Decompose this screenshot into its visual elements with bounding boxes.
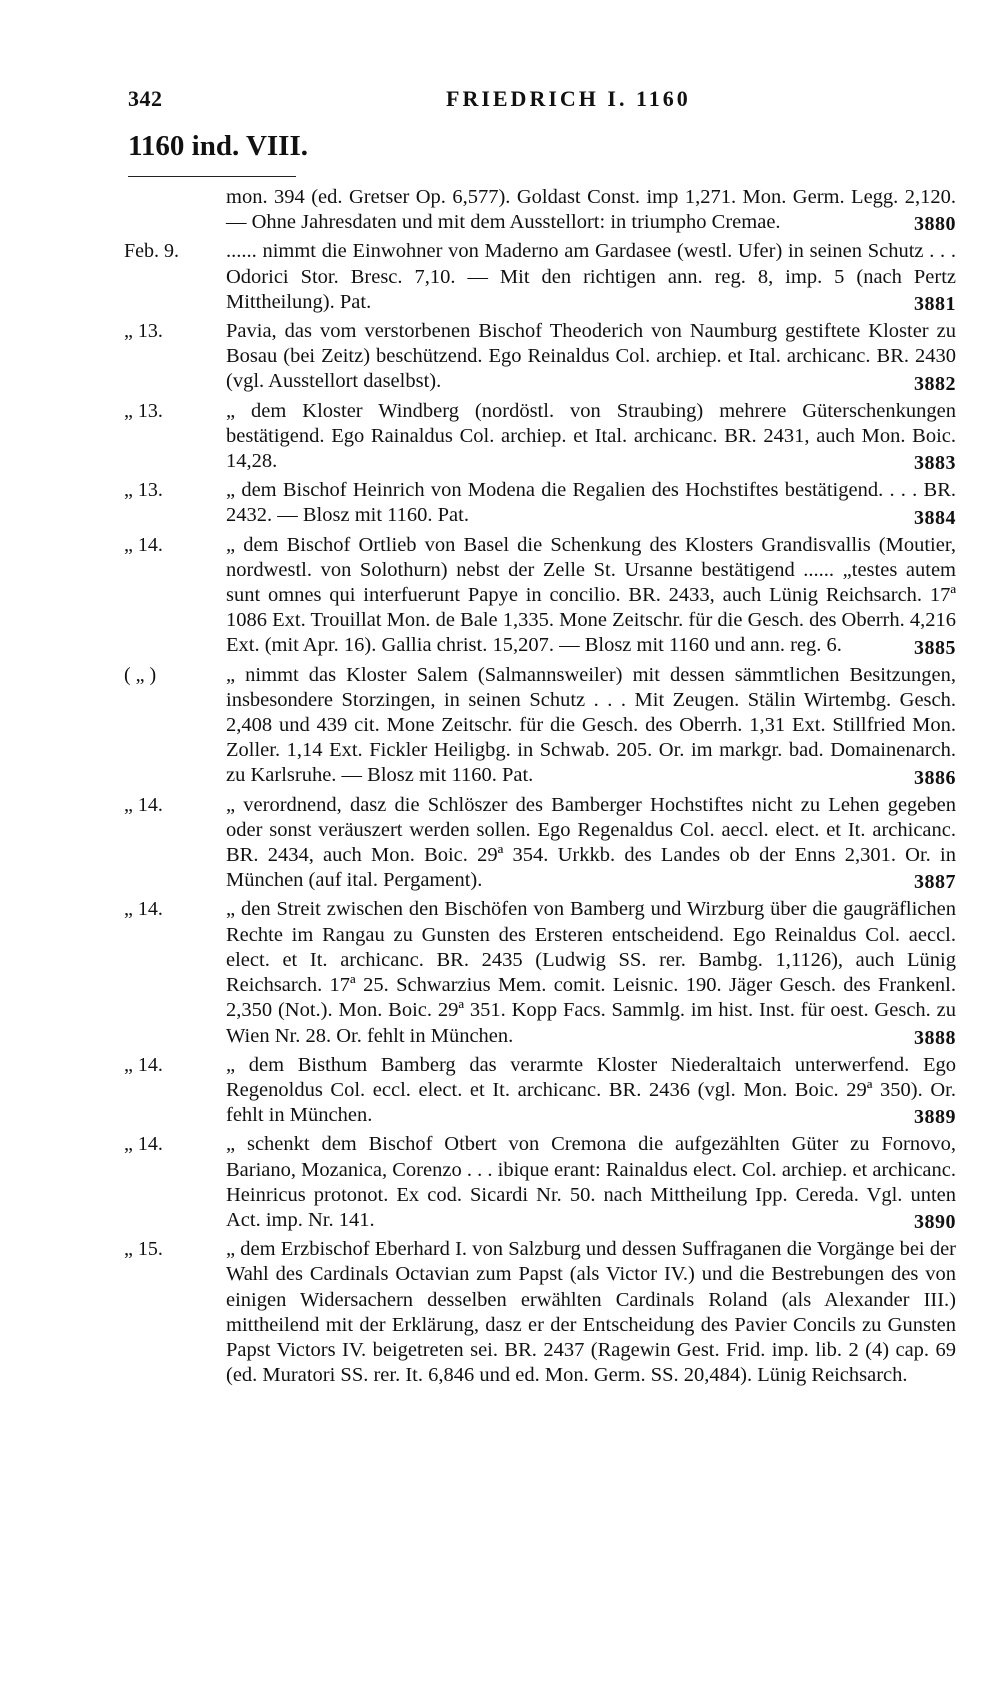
entry-text: „ nimmt das Kloster Salem (Salmannsweiler) mit dessen sämmtlichen Besitzungen, insbesondere Storzingen, in seinen Schutz . . . Mit Zeugen. Stälin Wirtembg. Gesch. 2,408 und 439 cit. Mone Zeitschr. für die Gesch. des Oberrh. 1,31 Ext. Stillfried Mon. Zoller. 1,14 Ext. Fickler Heiligbg. in Schwab. 205. Or. im markgr. bad. Domainenarch. zu Karlsruhe. — Blosz mit 1160. Pat. — [226, 663, 956, 787]
entry-text: „ dem Kloster Windberg (nordöstl. von Straubing) mehrere Güterschenkungen bestätigend. Ego Rainaldus Col. archiep. et Ital. archicanc. BR. 2431, auch Mon. Boic. 14,28. — [226, 399, 956, 473]
entry-date: „ 13. — [124, 479, 163, 502]
entry-number: 3884 — [914, 506, 956, 529]
entry-3883 — [0, 399, 956, 475]
entry-text: ...... nimmt die Einwohner von Maderno am Gardasee (westl. Ufer) in seinen Schutz . . . Odorici Stor. Bresc. 7,10. — Mit den richtigen ann. reg. 8, imp. 5 (nach Pertz Mittheilung). Pat. — [226, 240, 956, 313]
year-heading: 1160 ind. VIII. — [128, 130, 308, 162]
entry-3882 — [0, 319, 956, 395]
entry-date: ( „ ) — [124, 663, 157, 686]
entry-3884 — [0, 478, 956, 528]
entry-text: „ den Streit zwischen den Bischöfen von Bamberg und Wirzburg über die gaugräflichen Rechte im Rangau zu Gunsten des Ersteren entscheidend. Ego Reinaldus Col. aeccl. elect. et It. archicanc. BR. 2435 (Ludwig SS. rer. Bambg. 1,1126), auch Lünig Reichsarch. 17ª 25. Schwarzius Mem. comit. Leisnic. 190. Jäger Gesch. des Frankenl. 2,350 (Not.). Mon. Boic. 29ª 351. Kopp Facs. Sammlg. im hist. Inst. für oest. Gesch. zu Wien Nr. 28. Or. fehlt in München. — [226, 898, 956, 1047]
entry-3888 — [0, 897, 956, 1048]
entry-date: „ 13. — [124, 320, 163, 343]
entry-3890 — [0, 1132, 956, 1233]
entry-text: „ schenkt dem Bischof Otbert von Cremona die aufgezählten Güter zu Fornovo, Bariano, Mozanica, Corenzo . . . ibique erant: Rainaldus elect. Col. archiep. et archicanc. Heinricus protonot. Ex cod. Sicardi Nr. 50. nach Mittheilung Ipp. Cereda. Vgl. unten Act. imp. Nr. 141. — [226, 1133, 956, 1231]
entry-date: Feb. 9. — [124, 240, 179, 263]
heading-rule — [128, 176, 296, 177]
entry-number: 3880 — [914, 213, 956, 236]
entry-3886 — [0, 663, 956, 789]
entry-3885 — [0, 533, 956, 659]
entry-date: „ 14. — [124, 793, 163, 816]
entry-number: 3885 — [914, 636, 956, 659]
running-title: FRIEDRICH I. 1160 — [446, 86, 691, 111]
entry-date: „ 14. — [124, 898, 163, 921]
entry-number: 3881 — [914, 293, 956, 316]
entry-number: 3887 — [914, 871, 956, 894]
entry-number: 3882 — [914, 372, 956, 395]
entry-number: 3883 — [914, 452, 956, 475]
entry-continued — [0, 1237, 956, 1388]
entry-text: mon. 394 (ed. Gretser Op. 6,577). Goldast Const. imp 1,271. Mon. Germ. Legg. 2,120. — Ohne Jahresdaten und mit dem Ausstellort: in triumpho Cremae. — [226, 186, 956, 234]
entry-3881 — [0, 239, 956, 315]
entry-number: 3890 — [914, 1211, 956, 1234]
entry-date: „ 14. — [124, 1133, 163, 1156]
entry-text: „ verordnend, dasz die Schlöszer des Bamberger Hochstiftes nicht zu Lehen gegeben oder sonst veräuszert werden sollen. Ego Regenaldus Col. aeccl. elect. et It. archicanc. BR. 2434, auch Mon. Boic. 29ª 354. Urkkb. des Landes ob der Enns 2,301. Or. in München (auf ital. Pergament). — [226, 793, 956, 892]
entry-date: „ 15. — [124, 1238, 163, 1261]
entry-list — [0, 185, 1000, 1392]
entry-date: „ 14. — [124, 1053, 163, 1076]
page-header — [128, 80, 713, 120]
entry-text: „ dem Bisthum Bamberg das verarmte Kloster Niederaltaich unterwerfend. Ego Regenoldus Col. eccl. elect. et It. archicanc. BR. 2436 (vgl. Mon. Boic. 29ª 350). Or. fehlt in München. — [226, 1053, 956, 1127]
entry-number: 3886 — [914, 766, 956, 789]
entry-3880 — [0, 185, 956, 235]
entry-text: Pavia, das vom verstorbenen Bischof Theoderich von Naumburg gestiftete Kloster zu Bosau (bei Zeitz) beschützend. Ego Reinaldus Col. archiep. et Ital. archicanc. BR. 2430 (vgl. Ausstellort daselbst). — [226, 320, 956, 393]
entry-number: 3889 — [914, 1106, 956, 1129]
entry-3887 — [0, 793, 956, 894]
entry-date: „ 13. — [124, 399, 163, 422]
entry-3889 — [0, 1053, 956, 1129]
page-number: 342 — [128, 86, 163, 111]
entry-text: „ dem Bischof Ortlieb von Basel die Schenkung des Klosters Grandisvallis (Moutier, nordwestl. von Solothurn) nebst der Zelle St. Ursanne bestätigend ...... „testes autem sunt omnes qui interfuerunt Papye in concilio. BR. 2433, auch Lünig Reichsarch. 17ª 1086 Ext. Trouillat Mon. de Bale 1,335. Mone Zeitschr. für die Gesch. des Oberrh. 4,216 Ext. (mit Apr. 16). Gallia christ. 15,207. — Blosz mit 1160 und ann. reg. 6. — [226, 533, 956, 657]
entry-number: 3888 — [914, 1026, 956, 1049]
entry-date: „ 14. — [124, 533, 163, 556]
entry-text: „ dem Bischof Heinrich von Modena die Regalien des Hochstiftes bestätigend. . . . BR. 2432. — Blosz mit 1160. Pat. — [226, 479, 956, 527]
entry-text: „ dem Erzbischof Eberhard I. von Salzburg und dessen Suffraganen die Vorgänge bei der Wahl des Cardinals Octavian zum Papst (als Victor IV.) und die Bestrebungen des von einigen Widersachern desselben erwählten Cardinals Roland (als Alexander III.) mittheilend mit der Erklärung, dasz er der Entscheidung des Pavier Concils zu Gunsten Papst Victors IV. beigetreten sei. BR. 2437 (Ragewin Gest. Frid. imp. lib. 2 (4) cap. 69 (ed. Muratori SS. rer. It. 6,846 und ed. Mon. Germ. SS. 20,484). Lünig Reichsarch. — [226, 1238, 956, 1387]
